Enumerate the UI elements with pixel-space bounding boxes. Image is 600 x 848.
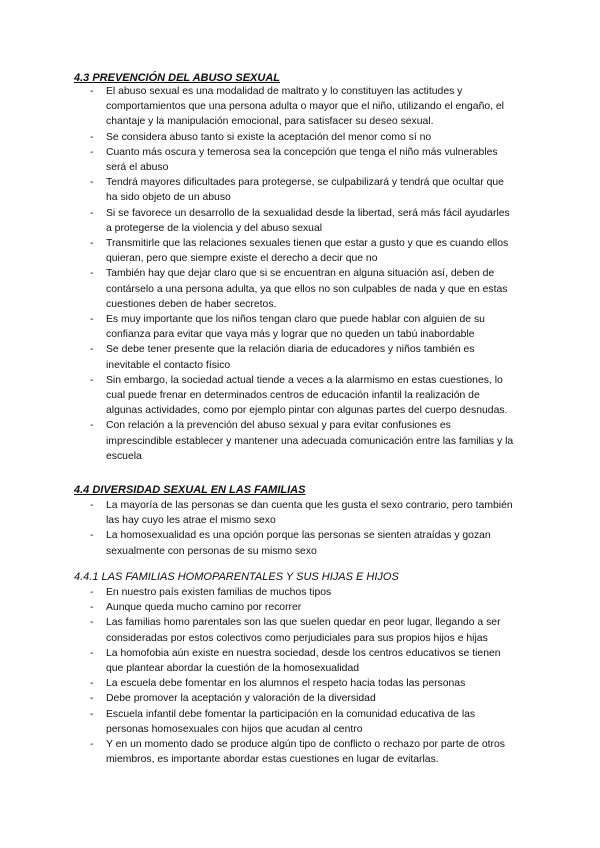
- list-item: [0, 206, 516, 236]
- list-item: [0, 707, 516, 737]
- bullet-dash: -: [90, 207, 94, 219]
- bullet-dash: -: [90, 647, 94, 659]
- list-item: [0, 145, 516, 175]
- section-4-3-heading: 4.3 PREVENCIÓN DEL ABUSO SEXUAL: [74, 72, 280, 84]
- list-item: [0, 130, 516, 145]
- bullet-dash: -: [90, 131, 94, 143]
- section-4-3-list: [0, 84, 600, 464]
- list-item: [0, 175, 516, 205]
- list-item: [0, 600, 516, 615]
- list-item: [0, 615, 516, 645]
- list-item: [0, 236, 516, 266]
- bullet-dash: -: [90, 617, 94, 629]
- bullet-dash: -: [90, 602, 94, 614]
- list-item: [0, 266, 516, 312]
- list-item-text: Debe promover la aceptación y valoración de la diversidad: [106, 693, 376, 705]
- list-item-text: Aunque queda mucho camino por recorrer: [106, 602, 302, 614]
- list-item-text: El abuso sexual es una modalidad de maltrato y lo constituyen las actitudes y comportamientos que una persona adulta o mayor que el niño, utilizando el engaño, el chantaje y la manipulación emocional, para satisfacer su deseo sexual.: [106, 86, 504, 128]
- list-item: [0, 342, 516, 372]
- bullet-dash: -: [90, 708, 94, 720]
- list-item: [0, 646, 516, 676]
- bullet-dash: -: [90, 344, 94, 356]
- list-item: [0, 528, 516, 558]
- bullet-dash: -: [90, 420, 94, 432]
- section-4-4-heading: 4.4 DIVERSIDAD SEXUAL EN LAS FAMILIAS: [74, 484, 306, 496]
- bullet-dash: -: [90, 177, 94, 189]
- bullet-dash: -: [90, 268, 94, 280]
- list-item-text: Es muy importante que los niños tengan claro que puede hablar con alguien de su confianza para evitar que vaya más y lograr que no queden un tabú inabordable: [106, 314, 485, 341]
- list-item-text: La escuela debe fomentar en los alumnos el respeto hacia todas las personas: [106, 678, 466, 690]
- list-item-text: Transmitirle que las relaciones sexuales tienen que estar a gusto y que es cuando ellos quieran, pero que siempre existe el derecho a decir que no: [106, 238, 509, 265]
- list-item-text: Se debe tener presente que la relación diaria de educadores y niños también es inevitable el contacto físico: [106, 344, 475, 371]
- section-4-4-list: [0, 498, 600, 559]
- list-item-text: También hay que dejar claro que si se encuentran en alguna situación así, deben de contárselo a una persona adulta, ya que ellos no son culpables de nada y que en estas cuestiones deben de haber secretos.: [106, 268, 508, 310]
- list-item: [0, 418, 516, 464]
- list-item: [0, 676, 516, 691]
- list-item-text: Sin embargo, la sociedad actual tiende a veces a la alarmismo en estas cuestiones, lo cual puede frenar en determinados centros de educación infantil la realización de algunas actividades, como por ejemplo pintar con algunas partes del cuerpo desnudas.: [106, 374, 508, 417]
- list-item-text: Las familias homo parentales son las que suelen quedar en peor lugar, llegando a ser consideradas por estos colectivos como perjudiciales para sus propios hijos e hijas: [106, 617, 501, 644]
- list-item-text: Si se favorece un desarrollo de la sexualidad desde la libertad, será más fácil ayudarles a protegerse de la violencia y del abuso sexual: [106, 207, 510, 234]
- bullet-dash: -: [90, 587, 94, 598]
- list-item: [0, 585, 516, 600]
- bullet-dash: -: [90, 500, 94, 511]
- list-item: [0, 312, 516, 342]
- list-item-text: La mayoría de las personas se dan cuenta que les gusta el sexo contrario, pero también las hay cuyo les atrae el mismo sexo: [106, 500, 513, 527]
- list-item-text: Se considera abuso tanto si existe la aceptación del menor como sí no: [106, 131, 432, 143]
- list-item: [0, 84, 516, 130]
- bullet-dash: -: [90, 530, 94, 542]
- bullet-dash: -: [90, 739, 94, 751]
- section-4-4-1-list: [0, 585, 600, 767]
- list-item: [0, 737, 516, 767]
- bullet-dash: -: [90, 693, 94, 705]
- list-item-text: Y en un momento dado se produce algún tipo de conflicto o rechazo por parte de otros miembros, es importante abordar estas cuestiones en lugar de evitarlas.: [106, 739, 505, 766]
- bullet-dash: -: [90, 678, 94, 690]
- list-item-text: La homosexualidad es una opción porque las personas se sienten atraídas y gozan sexualmente con personas de su mismo sexo: [106, 530, 491, 557]
- list-item: [0, 498, 516, 528]
- list-item-text: La homofobia aún existe en nuestra sociedad, desde los centros educativos se tienen que plantear abordar la cuestión de la homosexualidad: [106, 647, 501, 675]
- list-item-text: Con relación a la prevención del abuso sexual y para evitar confusiones es imprescindible establecer y mantener una adecuada comunicación entre las familias y la escuela: [106, 420, 514, 462]
- bullet-dash: -: [90, 86, 94, 97]
- list-item-text: Cuanto más oscura y temerosa sea la concepción que tenga el niño más vulnerables será el abuso: [106, 146, 498, 174]
- list-item-text: En nuestro país existen familias de muchos tipos: [106, 587, 332, 598]
- list-item-text: Escuela infantil debe fomentar la participación en la comunidad educativa de las personas homosexuales con hijos que acudan al centro: [106, 708, 476, 735]
- bullet-dash: -: [90, 238, 94, 250]
- bullet-dash: -: [90, 314, 94, 326]
- list-item: [0, 373, 516, 419]
- bullet-dash: -: [90, 146, 94, 158]
- section-4-4-1-heading: 4.4.1 LAS FAMILIAS HOMOPARENTALES Y SUS HIJAS E HIJOS: [74, 571, 399, 583]
- list-item-text: Tendrá mayores dificultades para protegerse, se culpabilizará y tendrá que ocultar que ha sido objeto de un abuso: [106, 177, 504, 204]
- bullet-dash: -: [90, 374, 94, 386]
- list-item: [0, 691, 516, 706]
